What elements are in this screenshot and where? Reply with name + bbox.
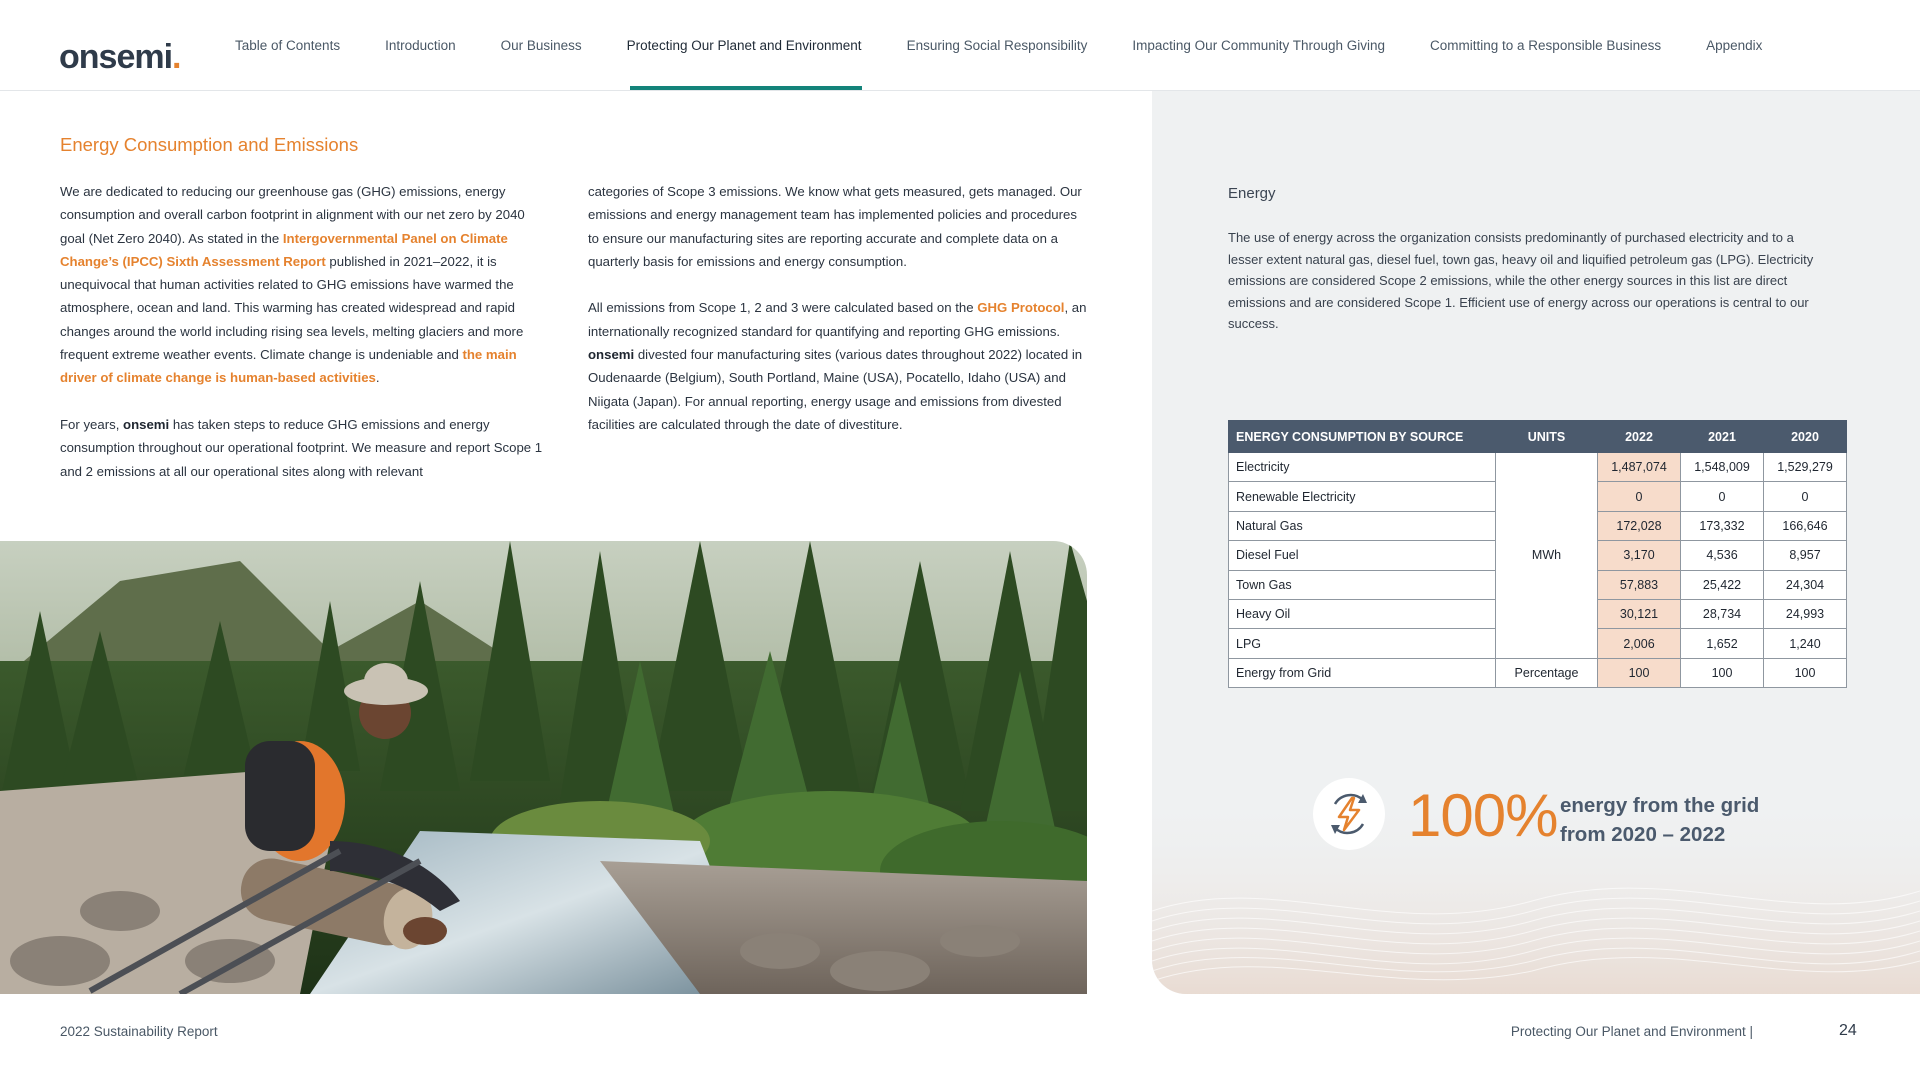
cell-source: Heavy Oil <box>1229 599 1496 628</box>
ipcc-report-link[interactable]: Intergovernmental Panel on Climate Change’s (IPCC) Sixth Assessment Report <box>60 230 508 269</box>
col-header-source: ENERGY CONSUMPTION BY SOURCE <box>1229 421 1496 453</box>
cell-2020: 100 <box>1764 658 1847 687</box>
cell-2022: 0 <box>1598 482 1681 511</box>
callout-text: energy from the grid from 2020 – 2022 <box>1560 794 1760 846</box>
cell-2020: 8,957 <box>1764 541 1847 570</box>
cell-source: Energy from Grid <box>1229 658 1496 687</box>
col-header-2021: 2021 <box>1681 421 1764 453</box>
table-row <box>1229 658 1847 687</box>
callout-value: 100% <box>1408 782 1558 849</box>
cell-2020: 1,529,279 <box>1764 453 1847 482</box>
nav-appendix[interactable]: Appendix <box>1706 37 1763 53</box>
cell-source: Diesel Fuel <box>1229 541 1496 570</box>
cell-2021: 25,422 <box>1681 570 1764 599</box>
cell-source: Renewable Electricity <box>1229 482 1496 511</box>
energy-description: The use of energy across the organization consists predominantly of purchased electricity and to a lesser extent natural gas, diesel fuel, town gas, heavy oil and liquified petroleum gas (LPG). Electricity emissions are considered Scope 2 emissions, while the other energy sources in this list are direct emissions and are considered Scope 1. Efficient use of energy across our operations is central to our success. <box>1228 230 1814 331</box>
col-header-units: UNITS <box>1496 421 1598 453</box>
cell-units: MWh <box>1496 453 1598 659</box>
col-header-2022: 2022 <box>1598 421 1681 453</box>
paragraph: All emissions from Scope 1, 2 and 3 were calculated based on the GHG Protocol, an internationally recognized standard for quantifying and reporting GHG emissions. onsemi divested four manufacturing sites (various dates throughout 2022) located in Oudenaarde (Belgium), South Portland, Maine (USA), Pocatello, Idaho (USA) and Niigata (Japan). For annual reporting, energy usage and emissions from divested facilities are calculated through the date of divestiture. <box>588 300 1087 432</box>
energy-consumption-table <box>1228 420 1847 688</box>
table-header-row <box>1229 421 1847 453</box>
hiker-river-photo <box>0 541 1087 994</box>
footer-report-title: 2022 Sustainability Report <box>60 1024 218 1039</box>
footer-section-title: Protecting Our Planet and Environment | <box>1510 1024 1753 1039</box>
energy-title: Energy <box>1228 185 1276 202</box>
paragraph: We are dedicated to reducing our greenhouse gas (GHG) emissions, energy consumption and overall carbon footprint in alignment with our net zero by 2040 goal (Net Zero 2040). As stated in the Intergovernmental Panel on Climate Change’s (IPCC) Sixth Assessment Report published in 2021–2022, it is unequivocal that human activities related to GHG emissions have warmed the atmosphere, ocean and land. This warming has created widespread and rapid changes around the world including rising sea levels, melting glaciers and more frequent extreme weather events. Climate change is undeniable and the main driver of climate change is human-based activities. <box>60 184 525 386</box>
cell-2020: 1,240 <box>1764 629 1847 658</box>
nav-our-business[interactable]: Our Business <box>500 37 582 53</box>
cell-2021: 28,734 <box>1681 599 1764 628</box>
body-column-1 <box>60 180 548 506</box>
table-row <box>1229 453 1847 482</box>
paragraph: For years, onsemi has taken steps to reduce GHG emissions and energy consumption throughout our operational footprint. We measure and report Scope 1 and 2 emissions at all our operational sites along with relevant <box>60 416 543 479</box>
cell-2022: 57,883 <box>1598 570 1681 599</box>
cell-units: Percentage <box>1496 658 1598 687</box>
onsemi-logo[interactable]: onsemi. <box>59 38 181 76</box>
cell-2020: 24,304 <box>1764 570 1847 599</box>
cell-2022: 172,028 <box>1598 511 1681 540</box>
cell-2022: 100 <box>1598 658 1681 687</box>
cell-2021: 100 <box>1681 658 1764 687</box>
cell-2022: 2,006 <box>1598 629 1681 658</box>
climate-change-link[interactable]: the main driver of climate change is human-based activities <box>60 347 517 386</box>
nav-protecting-our-planet[interactable]: Protecting Our Planet and Environment <box>627 0 862 90</box>
cell-2020: 24,993 <box>1764 599 1847 628</box>
col-header-2020: 2020 <box>1764 421 1847 453</box>
page-number: 24 <box>1839 1022 1857 1039</box>
cell-2021: 1,652 <box>1681 629 1764 658</box>
cell-2021: 1,548,009 <box>1681 453 1764 482</box>
section-title: Energy Consumption and Emissions <box>60 134 359 155</box>
cell-2021: 4,536 <box>1681 541 1764 570</box>
cell-2020: 0 <box>1764 482 1847 511</box>
cell-source: Electricity <box>1229 453 1496 482</box>
nav-responsible-business[interactable]: Committing to a Responsible Business <box>1430 37 1662 53</box>
cell-2022: 30,121 <box>1598 599 1681 628</box>
cell-source: LPG <box>1229 629 1496 658</box>
cell-2021: 0 <box>1681 482 1764 511</box>
cell-2022: 1,487,074 <box>1598 453 1681 482</box>
body-column-2 <box>588 180 1088 460</box>
nav-community-giving[interactable]: Impacting Our Community Through Giving <box>1132 37 1386 53</box>
nav-introduction[interactable]: Introduction <box>385 37 456 53</box>
cell-2021: 173,332 <box>1681 511 1764 540</box>
ghg-protocol-link[interactable]: GHG Protocol <box>977 300 1065 316</box>
paragraph: categories of Scope 3 emissions. We know what gets measured, gets managed. Our emissions and energy management team has implemented policies and procedures to ensure our manufacturing sites are reporting accurate and complete data on a quarterly basis for emissions and energy consumption. <box>588 184 1082 269</box>
renewable-energy-icon <box>1313 778 1385 850</box>
cell-source: Town Gas <box>1229 570 1496 599</box>
nav-social-responsibility[interactable]: Ensuring Social Responsibility <box>906 37 1088 53</box>
cell-2020: 166,646 <box>1764 511 1847 540</box>
cell-source: Natural Gas <box>1229 511 1496 540</box>
nav-table-of-contents[interactable]: Table of Contents <box>235 37 341 53</box>
main-nav <box>235 0 1762 90</box>
cell-2022: 3,170 <box>1598 541 1681 570</box>
top-navigation-bar <box>0 0 1920 91</box>
